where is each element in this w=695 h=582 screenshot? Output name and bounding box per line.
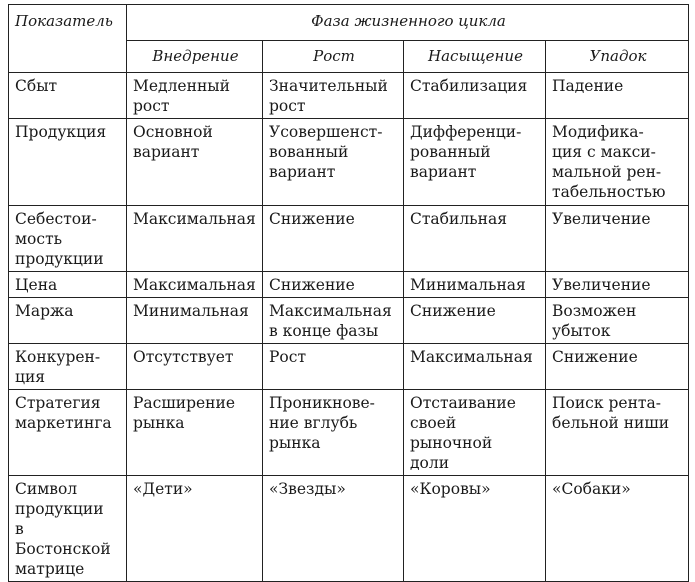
row-label: Стратегия маркетинга	[9, 390, 127, 476]
table-cell: Снижение	[263, 206, 404, 272]
table-cell: Увеличение	[546, 206, 689, 272]
table-row-marketing-strategy	[9, 390, 689, 476]
row-label: Маржа	[9, 298, 127, 344]
table-row-product	[9, 119, 689, 206]
table-cell: Максимальная	[404, 344, 546, 390]
table-row-margin	[9, 298, 689, 344]
table-cell: «Дети»	[127, 476, 263, 582]
table-row-bcg-symbol	[9, 476, 689, 582]
row-label: Себестои- мость продукции	[9, 206, 127, 272]
life-cycle-table	[8, 4, 689, 582]
table-cell: Возможен убыток	[546, 298, 689, 344]
table-cell: Максимальная в конце фазы	[263, 298, 404, 344]
table-cell: «Звезды»	[263, 476, 404, 582]
phase-header-introduction: Внедрение	[127, 41, 263, 73]
table-cell: Модифика- ция с макси- мальной рен- табельностью	[546, 119, 689, 206]
header-row-1	[9, 5, 689, 41]
table-cell: Увеличение	[546, 272, 689, 298]
table-cell: Медленный рост	[127, 73, 263, 119]
phase-header: Фаза жизненного цикла	[127, 5, 689, 41]
row-label: Конкурен- ция	[9, 344, 127, 390]
table-cell: Значительный рост	[263, 73, 404, 119]
table-cell: Отсутствует	[127, 344, 263, 390]
table-cell: Минимальная	[127, 298, 263, 344]
row-label: Продукция	[9, 119, 127, 206]
table-cell: Рост	[263, 344, 404, 390]
table-cell: Максимальная	[127, 206, 263, 272]
table-cell: Проникнове- ние вглубь рынка	[263, 390, 404, 476]
table-cell: Отстаивание своей рыночной доли	[404, 390, 546, 476]
phase-header-growth: Рост	[263, 41, 404, 73]
table-cell: Поиск рента- бельной ниши	[546, 390, 689, 476]
table-row-price	[9, 272, 689, 298]
table-cell: Усовершенст- вованный вариант	[263, 119, 404, 206]
phase-header-decline: Упадок	[546, 41, 689, 73]
table-cell: Минимальная	[404, 272, 546, 298]
table-cell: Расширение рынка	[127, 390, 263, 476]
table-cell: Стабилизация	[404, 73, 546, 119]
table-row-competition	[9, 344, 689, 390]
table-cell: Основной вариант	[127, 119, 263, 206]
indicator-header: Показатель	[9, 5, 127, 73]
table-row-sales	[9, 73, 689, 119]
table-cell: Максимальная	[127, 272, 263, 298]
table-cell: Снижение	[263, 272, 404, 298]
table-cell: Падение	[546, 73, 689, 119]
row-label: Сбыт	[9, 73, 127, 119]
table-cell: «Собаки»	[546, 476, 689, 582]
table-row-cost	[9, 206, 689, 272]
table-cell: Снижение	[404, 298, 546, 344]
table-cell: Стабильная	[404, 206, 546, 272]
table-cell: Дифференци- рованный вариант	[404, 119, 546, 206]
phase-header-maturity: Насыщение	[404, 41, 546, 73]
row-label: Цена	[9, 272, 127, 298]
table-cell: Снижение	[546, 344, 689, 390]
row-label: Символ продукции в Бостонской матрице	[9, 476, 127, 582]
table-cell: «Коровы»	[404, 476, 546, 582]
